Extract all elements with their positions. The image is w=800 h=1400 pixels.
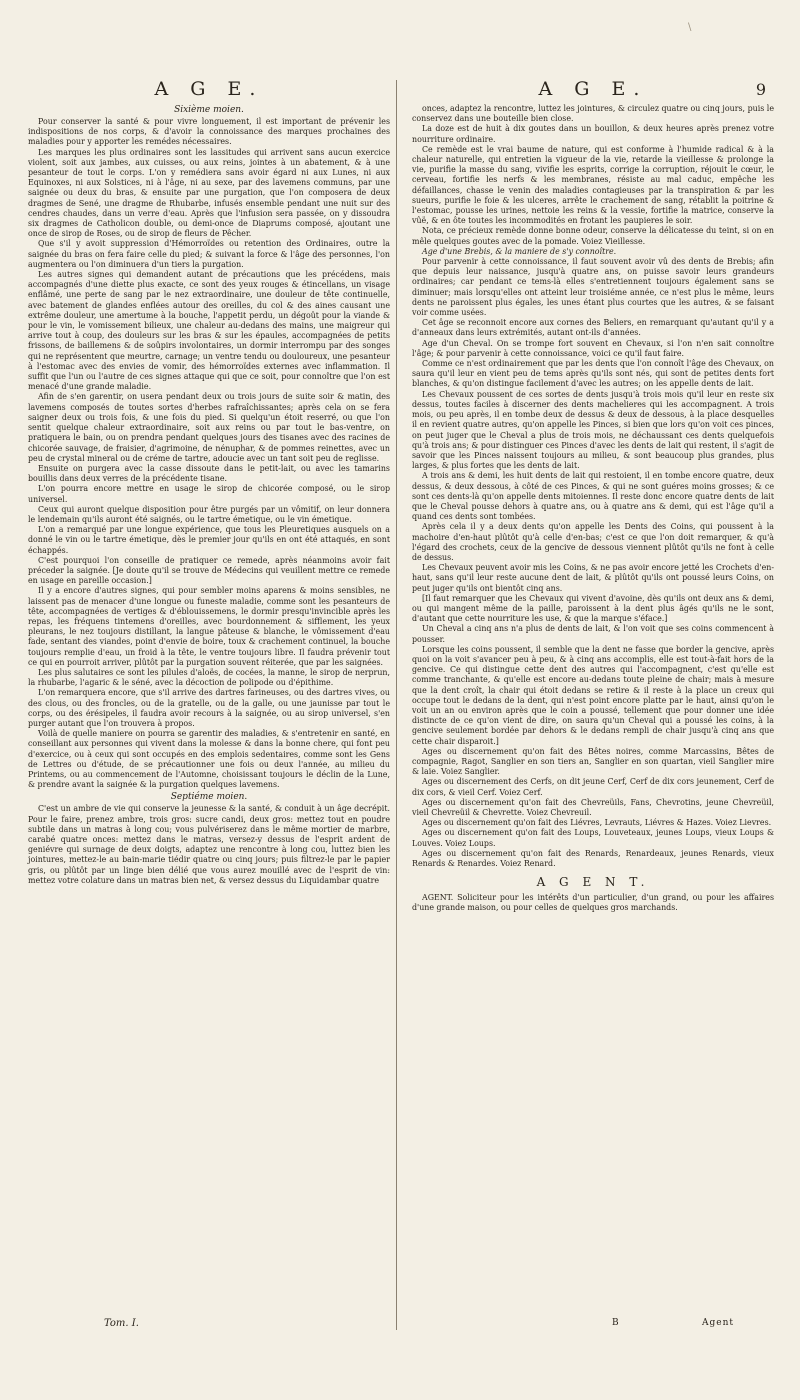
- section-subhead: Septiéme moien.: [170, 792, 248, 803]
- paragraph: Ages ou discernement qu'on fait des Loups, Louveteaux, jeunes Loups, vieux Loups & Louves. Voiez Loups.: [412, 828, 774, 848]
- paragraph: AGENT. Soliciteur pour les intérêts d'un particulier, d'un grand, ou pour les affaires d'une grande maison, ou pour celles de quelques gros marchands.: [412, 893, 774, 913]
- paragraph: Comme ce n'est ordinairement que par les dents que l'on connoît l'âge des Chevaux, on saura qu'il leur en vient peu de tems après qu'ils sont nés, qui sont de petites dents fort blanches, & qu'on distingue facilement d'avec les autres; on les appelle dents de lait.: [412, 359, 774, 389]
- paragraph: Pour conserver la santé & pour vivre longuement, il est important de prévenir les indispositions de nos corps, & d'avoir la connoissance des marques prochaines des maladies pour y apporter les remédes nécessaires.: [28, 117, 390, 147]
- paragraph: Les Chevaux peuvent avoir mis les Coins, & ne pas avoir encore jetté les Crochets d'en-haut, sans qu'il leur reste aucune dent de lait, & plûtôt qu'ils ont poussé leurs Coins, on peut juger qu'ils ont bientôt cinq ans.: [412, 563, 774, 593]
- paragraph: Que s'il y avoit suppression d'Hémorroïdes ou retention des Ordinaires, outre la saignée du bras on fera faire celle du pied; & suivant la force & l'âge des personnes, l'on augmentera ou l'on diminuera d'un tiers la purgation.: [28, 239, 390, 269]
- paragraph: Pour parvenir à cette connoissance, il faut souvent avoir vû des dents de Brebis; afin que depuis leur naissance, jusqu'à quatre ans, on puisse savoir leurs grandeurs ordinaires; car pendant ce tems-là elles s'entretiennent toujours également sans se diminuer; mais lorsqu'elles ont atteint leur troisiéme année, ce n'est plus le même, leurs dents ne paroissent plus égales, les unes étant plus courtes que les autres, & se faisant voir comme usées.: [412, 257, 774, 318]
- paragraph: Après cela il y a deux dents qu'on appelle les Dents des Coins, qui poussent à la machoire d'en-haut plûtôt qu'à celle d'en-bas; c'est ce que l'on doit remarquer, & qu'à l'égard des crochets, ceux de la gencive de dessous viennent plûtôt qu'ils ne font à celle de dessus.: [412, 522, 774, 562]
- paragraph: A trois ans & demi, les huit dents de lait qui restoient, il en tombe encore quatre, deux dessus, & deux dessous, à côté de ces Pinces, & qui ne sont guéres moins grosses; & ce sont ces dents-là qu'on appelle dents mitoiennes. Il reste donc encore quatre dents de lait que le Cheval pousse dehors à quatre ans, ou à quatre ans & demi, qui est l'âge qu'il a quand ces dents sont tombées.: [412, 471, 774, 522]
- paragraph: Cet âge se reconnoit encore aux cornes des Beliers, en remarquant qu'autant qu'il y a d'anneaux dans leurs extrémités, autant ont-ils d'années.: [412, 318, 774, 338]
- paragraph: Ages ou discernement qu'on fait des Liévres, Levrauts, Liévres & Hazes. Voiez Lievres.: [422, 818, 772, 828]
- left-column: [28, 78, 390, 886]
- article-title: A G E N T.: [536, 875, 650, 890]
- paragraph: Age d'un Cheval. On se trompe fort souvent en Chevaux, si l'on n'en sait connoître l'âge; & pour parvenir à cette connoissance, voici ce qu'il faut faire.: [412, 338, 774, 358]
- paragraph: Il y a encore d'autres signes, qui pour sembler moins aparens & moins sensibles, ne laissent pas de menacer d'une longue ou funeste maladie, comme sont les pesanteurs de tête, accompagnées de vertiges & d'éblouissemens, le dormir presqu'invincible après les repas, les fréquens tintemens d'oreilles, avec bourdonnement & sifflement, les yeux pleurans, le nez toujours distillant, la langue pâteuse & blanche, le vômissement d'eau fade, sentant des viandes, point d'envie de boire, toux & crachement continuel, la bouche toujours remplie d'eau, un froid à la tête, le ventre toujours libre. Il faudra prévenir tout ce qui en pourroit arriver, plûtôt par la purgation souvent réiterée, que par les saignées.: [28, 586, 390, 667]
- paragraph: Ceux qui auront quelque disposition pour être purgés par un vômitif, on leur donnera le lendemain qu'ils auront été saignés, ou le tartre émetique, ou le vin émetique.: [28, 504, 390, 524]
- column-divider: [396, 80, 397, 1330]
- signature-mark: B: [612, 1318, 619, 1328]
- volume-mark: Tom. I.: [104, 1318, 139, 1329]
- section-subhead: Sixième moien.: [174, 105, 244, 115]
- paragraph: Ages ou discernement des Cerfs, on dit jeune Cerf, Cerf de dix cors jeunement, Cerf de dix cors, & vieil Cerf. Voiez Cerf.: [412, 777, 774, 797]
- paragraph: Ages ou discernement qu'on fait des Renards, Renardeaux, jeunes Renards, vieux Renards & Renardes. Voiez Renard.: [412, 848, 774, 869]
- edge-mark: \: [688, 22, 692, 33]
- footer-line: [0, 1318, 800, 1332]
- paragraph: Les marques les plus ordinaires sont les lassitudes qui arrivent sans aucun exercice violent, soit aux jambes, aux cuisses, ou aux reins, jointes à un abatement, & à une pesanteur de tout le corps. L'on y remédiera sans avoir égard ni aux Lunes, ni aux Equinoxes, ni aux Solstices, ni à l'âge, ni au sexe, par des lavemens communs, par une saignée ou deux du bras, & ensuite par une purgation, que l'on composera de deux dragmes de Sené, une dragme de Rhubarbe, infusés ensemble pendant une nuit sur des cendres chaudes, dans un verre d'eau. Après que l'infusion sera passée, on y dissoudra six dragmes de Catholicon double, ou demi-once de Diaprums composé, ajoutant une once de sirop de Roses, ou de sirop de fleurs de Pêcher.: [28, 147, 390, 239]
- paragraph: L'on pourra encore mettre en usage le sirop de chicorée composé, ou le sirop universel.: [28, 484, 390, 504]
- paragraph: Age d'une Brebis, & la maniere de s'y connoître.: [422, 246, 617, 256]
- paragraph: Les Chevaux poussent de ces sortes de dents jusqu'à trois mois qu'il leur en reste six dessus, toutes faciles à discerner des dents machelieres qui les accompagnent. A trois mois, ou peu après, il en tombe deux de dessus & deux de dessous, à la place desquelles il en revient quatre autres, qu'on appelle les Pinces, si bien que lors qu'on voit ces pinces, on peut juger que le Cheval a plus de trois mois, ne déchaussant ces dents quelquefois qu'à trois ans; & pour distinguer ces Pinces d'avec les dents de lait qui restent, il s'agit de savoir que les Pinces naissent toujours au milieu, & sont beaucoup plus grandes, plus larges, & plus fortes que les dents de lait.: [412, 389, 774, 471]
- paragraph: Les autres signes qui demandent autant de précautions que les précédens, mais accompagnés d'une diette plus exacte, ce sont des yeux rouges & étincellans, un visage enflâmé, une perte de sang par le nez extraordinaire, une douleur de tête continuelle, avec batement de glandes enflées autour des oreilles, du col & des aines causant une extrême douleur, une amertume à la bouche, l'appetit perdu, un dégoût pour la viande & pour le vin, le vomissement bilieux, une chaleur au-dedans des mains, une maigreur qui arrive tout à coup, des douleurs sur les bras & sur les épaules, accompagnées de petits frissons, de baillemens & de soûpirs involontaires, un dormir interrompu par des songes qui ne représentent que meurtre, carnage; un ventre tendu ou douloureux, une pesanteur à l'estomac avec des envies de vomir, des hémorroïdes externes avec inflammation. Il suffit que l'un ou l'autre de ces signes attaque qui que ce soit, pour connoître que l'on est menacé d'une grande maladie.: [28, 270, 390, 392]
- paragraph: onces, adaptez la rencontre, luttez les jointures, & circulez quatre ou cinq jours, puis le conservez dans une bouteille bien close.: [412, 104, 774, 124]
- paragraph: Lorsque les coins poussent, il semble que la dent ne fasse que border la gencive, après quoi on la voit s'avancer peu à peu, & à cinq ans accomplis, elle est tout-à-fait hors de la gencive. Ce qui distingue cette dent des autres qui l'accompagnent, c'est qu'elle est comme tranchante, & qu'elle est encore au-dedans toute pleine de chair; mais à mesure que la dent croît, la chair qui étoit dedans se retire & il reste à la place un creux qui occupe tout le dedans de la dent, qui n'est point encore platte par le haut, ainsi qu'on le voit un an ou environ après que le coin a poussé, tellement que pour donner une idée distincte de ce qu'on vient de dire, on saura qu'un Cheval qui a poussé les coins, à la gencive seulement bordée par dehors & le dedans rempli de chair jusqu'à cinq ans que cette chair disparoit.]: [412, 644, 774, 746]
- paragraph: C'est pourquoi l'on conseille de pratiquer ce remede, après néanmoins avoir fait préceder la saignée. [Je doute qu'il se trouve de Médecins qui veuillent mettre ce remede en usage en pareille occasion.]: [28, 555, 390, 586]
- paragraph: L'on remarquera encore, que s'il arrive des dartres farineuses, ou des dartres vives, ou des clous, ou des froncles, ou de la gratelle, ou de la galle, ou une jaunisse par tout le corps, ou des érésipeles, il faudra avoir recours à la saignée, ou au sirop universel, s'en purger autant que l'on trouvera à propos.: [28, 688, 390, 728]
- catchword: Agent: [702, 1318, 734, 1328]
- paragraph: Ages ou discernement qu'on fait des Chevreüils, Fans, Chevrotins, jeune Chevreüil, vieil Chevreüil & Chevrette. Voiez Chevreuil.: [412, 797, 774, 818]
- paragraph: L'on a remarqué par une longue expérience, que tous les Pleuretiques ausquels on a donné le vin ou le tartre émetique, dès le premier jour qu'ils en ont été attaqués, en sont échappés.: [28, 525, 390, 555]
- paragraph: Ensuite on purgera avec la casse dissoute dans le petit-lait, ou avec les tamarins bouillis dans deux verres de la précédente tisane.: [28, 463, 390, 484]
- paragraph: Voilà de quelle maniere on pourra se garentir des maladies, & s'entretenir en santé, en conseillant aux personnes qui vivent dans la molesse & dans la bonne chere, qui font peu d'exercice, ou à ceux qui sont occupés en des emplois sedentaires, comme sont les Gens de Lettres ou d'étude, de se précautionner une fois ou deux l'année, au milieu du Printems, ou au commencement de l'Automne, choisissant toujours le déclin de la Lune, & prendre avant la saignée & la purgation quelques lavemens.: [28, 729, 390, 790]
- running-head-left: A G E.: [154, 78, 264, 100]
- paragraph: [Il faut remarquer que les Chevaux qui vivent d'avoine, dès qu'ils ont deux ans & demi, ou qui mangent même de la paille, paroissent à la dent plus âgés qu'ils ne le sont, d'autant que cette nourriture les use, & que la marque s'éface.]: [412, 593, 774, 624]
- right-column: [412, 78, 774, 914]
- paragraph: Ce remède est le vrai baume de nature, qui est conforme à l'humide radical & à la chaleur naturelle, qui entretien la vigueur de la vie, retarde la vieillesse & prolonge la vie, purifie la masse du sang, vivifie les esprits, corrige la corruption, réjouit le cœur, le cerveau, fortifie les nerfs & les membranes, résiste au mal caduc, empêche les défaillances, chasse le venin des maladies contagieuses par la transpiration & par les sueurs, purifie le foie & les ulceres, arrête le crachement de sang, rétablit la poitrine & l'estomac, pousse les urines, nettoie les reins & la vessie, fortifie la matrice, conserve la vûë, & en ôte toutes les incommodités en frotant les paupieres le soir.: [412, 144, 774, 226]
- paragraph: Ages ou discernement qu'on fait des Bêtes noires, comme Marcassins, Bêtes de compagnie, Ragot, Sanglier en son tiers an, Sanglier en son quartan, vieil Sanglier mire & laie. Voiez Sanglier.: [412, 746, 774, 777]
- paragraph: Un Cheval a cinq ans n'a plus de dents de lait, & l'on voit que ses coins commencent à pousser.: [412, 624, 774, 644]
- paragraph: C'est un ambre de vie qui conserve la jeunesse & la santé, & conduit à un âge decrépit. Pour le faire, prenez ambre, trois gros: sucre candi, deux gros: mettez tout en poudre subtile dans un matras à long cou; vous pulvériserez dans le même mortier de marbre, carabé quatre onces: mettez dans le matras, versez-y dessus de l'esprit ardent de geniévre qui surnage de deux doigts, adaptez une rencontre à long cou, luttez bien les jointures, mettez-le au bain-marie tiédir quatre ou cinq jours; puis filtrez-le par le papier gris, ou plûtôt par un linge bien délié que vous aurez mouillé avec de l'esprit de vin: mettez votre colature dans un matras bien net, & versez dessus du Liquidambar quatre: [28, 804, 390, 885]
- paragraph: La doze est de huit à dix goutes dans un bouillon, & deux heures après prenez votre nourriture ordinaire.: [412, 124, 774, 144]
- running-head-right: A G E.: [538, 78, 648, 100]
- page-number: 9: [755, 80, 766, 99]
- paragraph: Les plus salutaires ce sont les pilules d'aloës, de cocées, la manne, le sirop de nerprun, la rhubarbe, l'agaric & le séné, avec la décoction de polipode ou d'épithime.: [28, 667, 390, 688]
- paragraph: Afin de s'en garentir, on usera pendant deux ou trois jours de suite soir & matin, des lavemens composés de toutes sortes d'herbes rafraîchissantes; après cela on se fera saigner deux ou trois fois, & une fois du pied. Si quelqu'un étoit reserré, ou que l'on sentit quelque chaleur extraordinaire, soit aux reins ou par tout le bas-ventre, on pratiquera le bain, ou on prendra pendant quelques jours des tisanes avec des racines de chicorée sauvage, de fraisier, d'agrimoine, de nénuphar, & de pommes reinettes, avec un peu de crystal mineral ou de créme de tartre, adoucie avec un tant soit peu de reglisse.: [28, 392, 390, 463]
- paragraph: Nota, ce précieux remède donne bonne odeur, conserve la délicatesse du teint, si on en mêle quelques goutes avec de la pomade. Voiez Vieillesse.: [412, 226, 774, 246]
